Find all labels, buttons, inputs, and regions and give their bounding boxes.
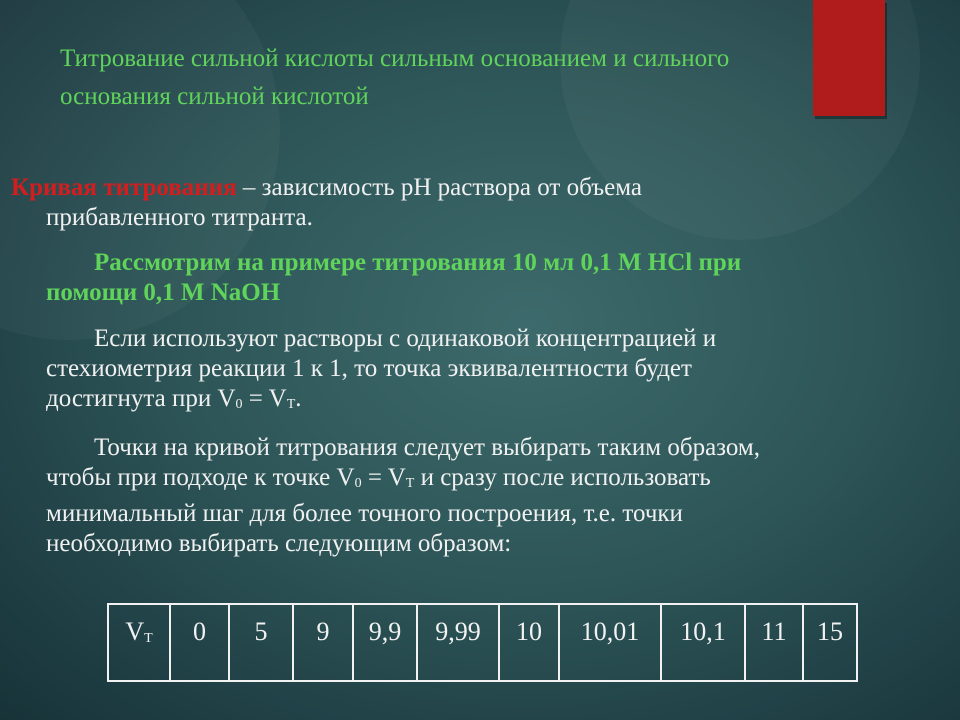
points-equals: = V: [361, 464, 406, 491]
table-cell: 15: [803, 604, 857, 681]
example-line-1: Рассмотрим на примере титрования 10 мл 0,1 М HCl при: [94, 249, 742, 276]
slide-title: Титрование сильной кислоты сильным основанием и сильного основания сильной кислотой: [60, 45, 730, 110]
table-cell: 11: [745, 604, 803, 681]
condition-end: .: [295, 385, 302, 412]
definition-paragraph: [11, 173, 911, 233]
condition-line-2: стехиометрия реакции 1 к 1, то точка эквивалентности будет: [46, 355, 692, 382]
points-line-4: необходимо выбирать следующим образом:: [46, 530, 512, 557]
definition-text-1: – зависимость рН раствора от объема: [236, 174, 642, 201]
table-cell: 10: [499, 604, 559, 681]
example-paragraph: [46, 248, 946, 308]
points-paragraph: [46, 433, 946, 559]
points-line-2-prefix: чтобы при подходе к точке V: [46, 464, 355, 491]
table-cell: 5: [229, 604, 293, 681]
example-line-2: помощи 0,1 М NaOH: [46, 279, 281, 306]
titration-volume-table: [107, 603, 858, 682]
table-cell: 9: [293, 604, 353, 681]
definition-text-2: прибавленного титранта.: [46, 204, 313, 231]
subscript-0: 0: [354, 476, 362, 491]
table-cell: 10,01: [559, 604, 661, 681]
red-accent-bar: [813, 0, 885, 116]
subscript-t: T: [405, 476, 415, 491]
table-header-cell: [108, 604, 170, 681]
table-cell: 0: [170, 604, 229, 681]
header-subscript: T: [144, 631, 153, 646]
points-line-2-suffix: и сразу после использовать: [414, 464, 711, 491]
subscript-t: T: [286, 397, 296, 412]
condition-line-3-prefix: достигнута при V: [46, 385, 236, 412]
table-cell: 9,9: [353, 604, 417, 681]
points-line-3: минимальный шаг для более точного построения, т.е. точки: [46, 500, 683, 527]
condition-line-1: Если используют растворы с одинаковой концентрацией и: [94, 325, 717, 352]
header-label: V: [125, 617, 145, 646]
condition-paragraph: [46, 324, 946, 420]
condition-equals: = V: [242, 385, 287, 412]
table-cell: 10,1: [661, 604, 745, 681]
definition-term: Кривая титрования: [11, 174, 237, 201]
points-line-1: Точки на кривой титрования следует выбирать таким образом,: [94, 434, 761, 461]
table-row: [108, 604, 857, 681]
condition-line-3: [46, 384, 946, 420]
subscript-0: 0: [235, 397, 243, 412]
points-line-2: [46, 463, 946, 499]
table-cell: 9,99: [417, 604, 499, 681]
